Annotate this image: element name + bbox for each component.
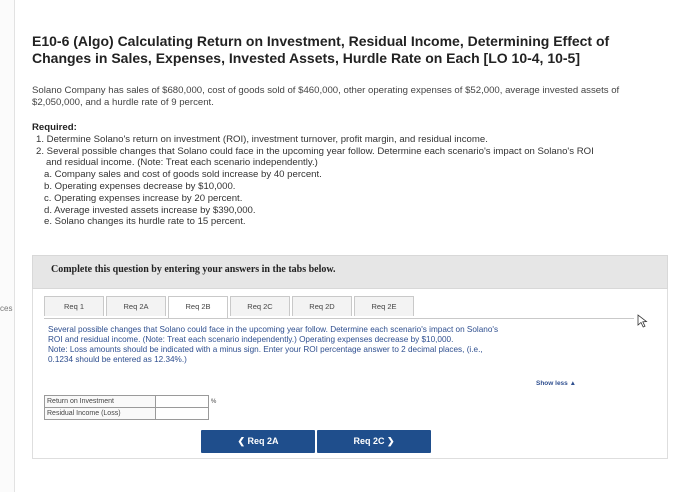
residual-income-unit: [209, 408, 224, 420]
residual-income-cell[interactable]: [156, 408, 209, 420]
show-less-link[interactable]: Show less ▲: [536, 380, 577, 387]
tab-req-2c[interactable]: Req 2C: [230, 296, 290, 316]
intro-text: Solano Company has sales of $680,000, cost of goods sold of $460,000, other operating expenses of $52,000, average invested assets of $2,050,000, and a hurdle rate of 9 percent.: [32, 85, 620, 108]
required-header: Required:: [32, 122, 77, 133]
roi-input[interactable]: [156, 396, 208, 407]
page-title: E10-6 (Algo) Calculating Return on Investment, Residual Income, Determining Effect of Changes in Sales, Expenses, Invested Assets, Hurdle Rate on Each [LO 10-4, 10-5]: [32, 33, 610, 66]
tab-req-1[interactable]: Req 1: [44, 296, 104, 316]
left-edge-panel: [0, 0, 15, 492]
scenario-text: [48, 325, 588, 365]
prev-req-2a-button[interactable]: [201, 430, 315, 453]
chevron-right-icon: ❯: [386, 436, 395, 446]
required-sub-a: a. Company sales and cost of goods sold increase by 40 percent.: [44, 169, 322, 181]
percent-unit: %: [211, 398, 217, 405]
scenario-line-4: 0.1234 should be entered as 12.34%.): [48, 355, 187, 364]
residual-income-label: Residual Income (Loss): [45, 408, 156, 420]
roi-label: Return on Investment: [45, 396, 156, 408]
next-button-label: Req 2C: [353, 436, 385, 446]
tab-bar: [44, 296, 424, 318]
tab-req-2d[interactable]: Req 2D: [292, 296, 352, 316]
required-item-2: 2. Several possible changes that Solano could face in the upcoming year follow. Determine each scenario's impact on Solano's ROI: [36, 145, 594, 157]
scenario-line-2: ROI and residual income. (Note: Treat each scenario independently.) Operating expenses decrease by $10,000.: [48, 335, 454, 344]
instruction-bar: [32, 255, 668, 289]
roi-cell[interactable]: [156, 396, 209, 408]
required-sub-e: e. Solano changes its hurdle rate to 15 percent.: [44, 216, 246, 228]
required-sub-c: c. Operating expenses increase by 20 percent.: [44, 192, 243, 204]
left-edge-text: ces: [0, 304, 13, 313]
table-row: [45, 396, 224, 408]
answer-table: [44, 395, 224, 420]
scenario-line-1: Several possible changes that Solano could face in the upcoming year follow. Determine each scenario's impact on Solano's: [48, 325, 499, 334]
next-req-2c-button[interactable]: [317, 430, 431, 453]
required-item-2-cont: and residual income. (Note: Treat each scenario independently.): [46, 157, 318, 169]
required-sub-d: d. Average invested assets increase by $390,000.: [44, 204, 256, 216]
tab-underline: [44, 318, 634, 319]
tab-req-2e[interactable]: Req 2E: [354, 296, 414, 316]
tab-req-2b[interactable]: Req 2B: [168, 296, 228, 318]
instruction-text: Complete this question by entering your answers in the tabs below.: [51, 264, 336, 275]
required-sub-b: b. Operating expenses decrease by $10,000.: [44, 180, 236, 192]
tab-req-2a[interactable]: Req 2A: [106, 296, 166, 316]
residual-income-input[interactable]: [156, 408, 208, 419]
required-section: [32, 122, 672, 228]
required-item-1: 1. Determine Solano's return on investment (ROI), investment turnover, profit margin, and residual income.: [36, 133, 488, 145]
prev-button-label: Req 2A: [247, 436, 279, 446]
table-row: [45, 408, 224, 420]
chevron-left-icon: ❮: [237, 436, 245, 446]
scenario-line-3: Note: Loss amounts should be indicated with a minus sign. Enter your ROI percentage answer to 2 decimal places, (i.e.,: [48, 345, 483, 354]
mouse-cursor-icon: [636, 314, 650, 328]
